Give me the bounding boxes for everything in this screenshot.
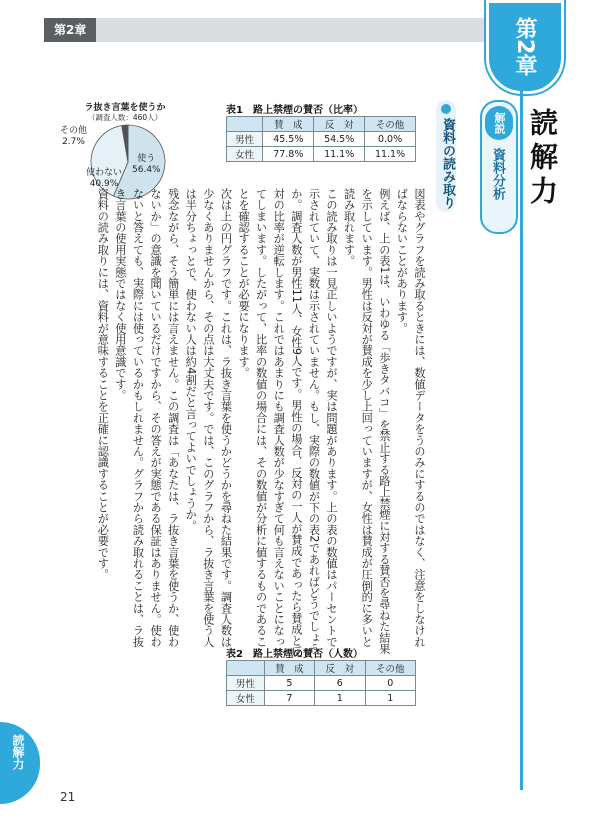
table2-header: 反 対 xyxy=(315,661,365,676)
side-tab-label: 読解力 xyxy=(11,734,25,770)
paragraph: この読み取りは一見正しいようですが、実は問題があります。上の表の数値はパーセントで示されていて、実数は示されていません。もし、実際の数値が下の表2であればどうでしょうか。調査人数が男性11人、女性9人です。男性の場合、反対の一人が賛成であったら賛成と反対の比率が逆転します。これではあまりにも調査人数が少なすぎて何も言えないことになってしまいます。したがって、比率の数値の場合には、その数値が分析に値するものであることを確認することが必要になります。 xyxy=(237,188,339,658)
chapter-tag: 第2章 xyxy=(44,18,96,42)
section-label-box xyxy=(480,100,518,234)
slice-label: 使う xyxy=(137,154,156,164)
paragraph: 例えば、上の表1は、いわゆる「歩きタバコ」を禁止する路上禁煙に対する賛否を尋ねた結果を示しています。男性は反対が賛成を少し上回っていますが、女性は賛成が圧倒的に多いと読み取れます。 xyxy=(342,188,391,655)
pie-label-other xyxy=(60,126,87,148)
paragraph: 図表やグラフを読み取るときには、数値データをうのみにするのではなく、注意をしなければならないことがあります。 xyxy=(395,188,426,648)
table2-header: 賛 成 xyxy=(264,661,314,676)
row-label: 女性 xyxy=(227,147,263,162)
chapter-header-strip xyxy=(44,18,514,42)
table2-corner xyxy=(227,661,265,676)
table-cell: 0 xyxy=(365,676,415,691)
page-number: 21 xyxy=(60,790,76,804)
table-cell: 45.5% xyxy=(263,132,314,147)
slice-label: 使わない xyxy=(86,168,123,178)
table-cell: 0.0% xyxy=(365,132,416,147)
table-cell: 11.1% xyxy=(314,147,365,162)
paragraph: 次は上の円グラフです。これは、ラ抜き言葉を使うかどうかを尋ねた結果です。調査人数は少なくありませんから、その点は大丈夫です。では、このグラフから、ラ抜き言葉を使う人は半分ちょっとで、使わない人は約4割だと言ってよいでしょうか。 xyxy=(184,188,233,648)
section-heading xyxy=(436,100,456,212)
table-cell: 5 xyxy=(264,676,314,691)
table1-title: 表1 路上禁煙の賛否（比率） xyxy=(226,105,363,116)
section-heading-text: 資料の読み取り xyxy=(440,118,455,209)
row-label: 女性 xyxy=(227,691,265,706)
chart-title: ラ抜き言葉を使うか xyxy=(84,103,166,113)
chart-subtitle: （調査人数：460人） xyxy=(87,113,163,122)
table-cell: 7 xyxy=(264,691,314,706)
table-row xyxy=(227,676,416,691)
side-tab xyxy=(0,722,40,804)
section-label: 資料分析 xyxy=(490,148,505,200)
slice-label: その他 xyxy=(60,126,88,136)
row-label: 男性 xyxy=(227,676,265,691)
paragraph: 資料の読み取りには、資料が意味することを正確に認識することが必要です。 xyxy=(96,188,110,580)
table-cell: 77.8% xyxy=(263,147,314,162)
table2 xyxy=(226,660,416,706)
kaisetsu-badge: 解説 xyxy=(485,106,513,140)
chapter-tab-label: 第2章 xyxy=(512,17,537,77)
table-row xyxy=(227,132,416,147)
table-cell: 54.5% xyxy=(314,132,365,147)
table-row xyxy=(227,691,416,706)
chapter-tab xyxy=(486,0,564,94)
table1-corner xyxy=(227,117,263,132)
table1-header: 反 対 xyxy=(314,117,365,132)
table-row xyxy=(227,147,416,162)
table-cell: 1 xyxy=(315,691,365,706)
slice-value: 56.4% xyxy=(132,165,161,175)
pie-label-not-use xyxy=(86,168,122,190)
bullet-icon xyxy=(441,104,451,114)
body-text xyxy=(60,188,428,658)
slice-value: 2.7% xyxy=(62,137,85,147)
table1-header: 賛 成 xyxy=(263,117,314,132)
table-cell: 6 xyxy=(315,676,365,691)
pie-label-use xyxy=(132,154,161,176)
paragraph: 残念ながら、そう簡単には言えません。この調査は「あなたは、ラ抜き言葉を使うか、使わないか」の意識を聞いているだけですから、その答えが実態である保証はありません。使わないと答えても、実際には使っているかもしれません。グラフから読み取れることは、ラ抜き言葉の使用実態ではなく使用意識です。 xyxy=(113,188,180,648)
table1 xyxy=(226,116,416,162)
table-cell: 11.1% xyxy=(365,147,416,162)
table1-header: その他 xyxy=(365,117,416,132)
table-cell: 1 xyxy=(365,691,415,706)
slice-value: 40.9% xyxy=(89,179,119,189)
table2-title: 表2 路上禁煙の賛否（人数） xyxy=(226,649,363,660)
table2-header: その他 xyxy=(365,661,415,676)
page-title: 読解力 xyxy=(526,108,559,210)
row-label: 男性 xyxy=(227,132,263,147)
